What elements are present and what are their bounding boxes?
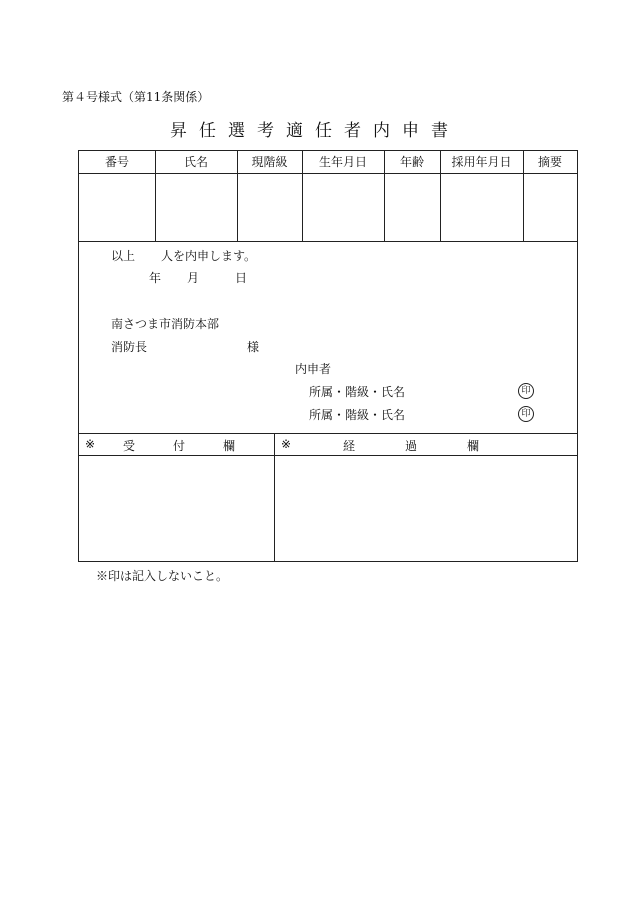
progress-char-2: 過 bbox=[405, 439, 418, 453]
date-year-label: 年 bbox=[149, 271, 162, 285]
statement-prefix: 以上 bbox=[111, 249, 136, 263]
col-header-rank: 現階級 bbox=[251, 155, 288, 169]
bottom-header-row bbox=[79, 433, 577, 456]
honorific: 様 bbox=[247, 340, 260, 354]
col-header-name: 氏名 bbox=[183, 155, 208, 169]
reception-char-3: 欄 bbox=[223, 439, 236, 453]
progress-mark: ※ bbox=[281, 437, 292, 451]
form-sheet bbox=[78, 150, 578, 562]
date-month-label: 月 bbox=[187, 271, 200, 285]
progress-char-3: 欄 bbox=[467, 439, 480, 453]
footer-note: ※印は記入しないこと。 bbox=[96, 569, 229, 583]
col-header-age: 年齢 bbox=[399, 155, 424, 169]
bottom-divider bbox=[274, 433, 275, 561]
table-divider bbox=[384, 151, 385, 241]
seal-icon: 印 bbox=[518, 406, 534, 422]
table-entry-row[interactable] bbox=[79, 173, 577, 242]
table-divider bbox=[523, 151, 524, 241]
affiliation-line-2: 所属・階級・氏名 bbox=[309, 408, 406, 422]
col-header-hire-date: 採用年月日 bbox=[451, 155, 512, 169]
bottom-body-row bbox=[79, 455, 577, 561]
col-header-birthdate: 生年月日 bbox=[318, 155, 367, 169]
col-header-number: 番号 bbox=[104, 155, 129, 169]
col-header-remarks: 摘要 bbox=[537, 155, 562, 169]
form-number: 第４号様式（第11条関係） bbox=[62, 90, 210, 104]
document-title: 昇任選考適任者内申書 bbox=[170, 121, 460, 141]
submitter-label: 内申者 bbox=[295, 362, 332, 376]
table-divider bbox=[440, 151, 441, 241]
date-day-label: 日 bbox=[235, 271, 248, 285]
reception-char-2: 付 bbox=[173, 439, 186, 453]
reception-char-1: 受 bbox=[123, 439, 136, 453]
reception-box[interactable] bbox=[79, 455, 274, 561]
table-divider bbox=[302, 151, 303, 241]
table-divider bbox=[155, 151, 156, 241]
recipient-org: 南さつま市消防本部 bbox=[111, 317, 220, 331]
table-header-row bbox=[79, 151, 577, 174]
statement-area bbox=[79, 241, 577, 434]
affiliation-line-1: 所属・階級・氏名 bbox=[309, 385, 406, 399]
progress-char-1: 経 bbox=[343, 439, 356, 453]
seal-icon: 印 bbox=[518, 383, 534, 399]
reception-mark: ※ bbox=[85, 437, 96, 451]
table-divider bbox=[237, 151, 238, 241]
progress-box[interactable] bbox=[274, 455, 577, 561]
recipient-title: 消防長 bbox=[111, 340, 148, 354]
statement-suffix: 人を内申します。 bbox=[161, 249, 257, 263]
